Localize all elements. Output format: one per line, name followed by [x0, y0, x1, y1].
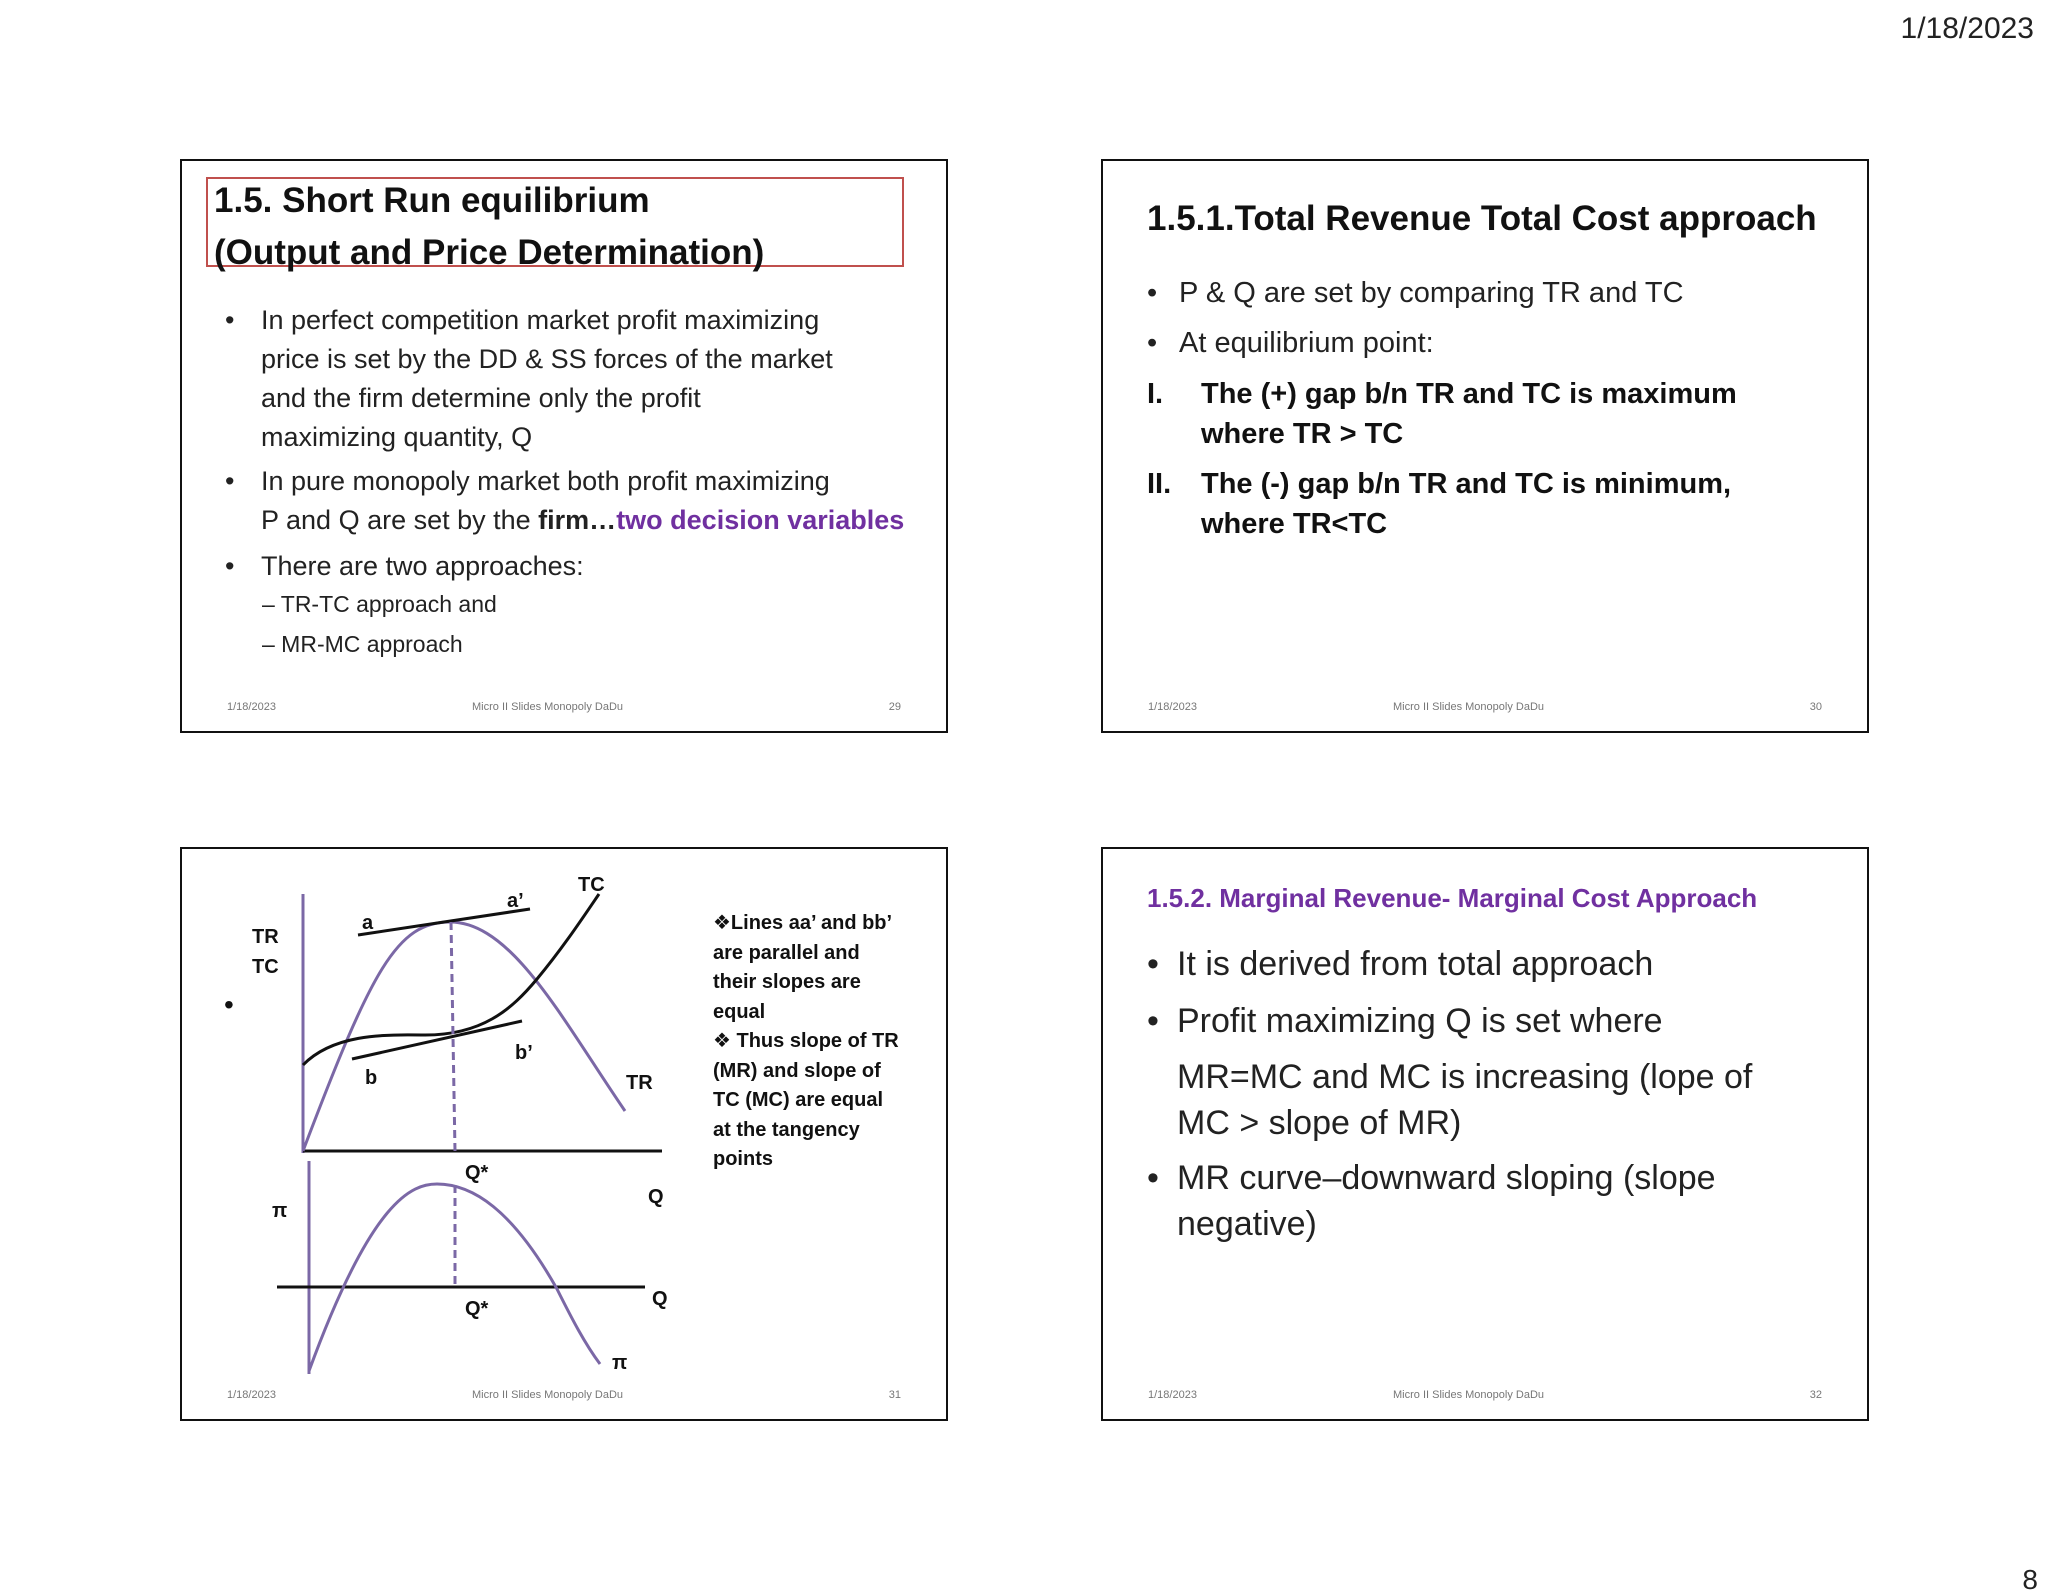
- bullet-icon: •: [1147, 945, 1159, 983]
- bullet-line: Profit maximizing Q is set where: [1177, 1002, 1663, 1040]
- sub-bullet: – MR-MC approach: [262, 631, 463, 657]
- tr-axis-label: TR: [252, 926, 279, 948]
- note-line: (MR) and slope of: [713, 1059, 881, 1082]
- note-line: their slopes are: [713, 971, 861, 993]
- slide-31: [180, 847, 948, 1421]
- slide-footer: [1148, 701, 1822, 715]
- diagram-note: [713, 909, 933, 1175]
- slide-30: [1101, 159, 1869, 733]
- q-label-bottom: Q: [652, 1288, 668, 1310]
- slide-title: 1.5.1.Total Revenue Total Cost approach: [1147, 199, 1817, 238]
- q-label-top: Q: [648, 1186, 664, 1208]
- q-star-label-bottom: Q*: [465, 1298, 489, 1320]
- note-line: equal: [713, 1000, 766, 1023]
- bullet-line: There are two approaches:: [261, 551, 584, 581]
- item-number: I.: [1147, 378, 1164, 410]
- footer-title: Micro II Slides Monopoly DaDu: [1393, 1389, 1545, 1401]
- item-line: where TR > TC: [1201, 418, 1404, 450]
- note-line: at the tangency: [713, 1118, 860, 1141]
- bullet-icon: •: [225, 466, 235, 496]
- slide-footer: [227, 701, 901, 715]
- tangent-line-aa: [358, 909, 530, 935]
- bullet-icon: •: [225, 551, 235, 581]
- bullet-line: It is derived from total approach: [1177, 945, 1654, 983]
- bullet-icon: •: [1147, 1159, 1159, 1197]
- slide-title: [214, 175, 764, 279]
- emphasis-text: firm…: [538, 505, 617, 535]
- note-line: TC (MC) are equal: [713, 1089, 884, 1111]
- bullet-icon: •: [1147, 277, 1158, 309]
- q-star-label-top: Q*: [465, 1162, 489, 1184]
- point-b-prime-label: b’: [515, 1042, 533, 1064]
- item-number: II.: [1147, 468, 1172, 500]
- footer-date: 1/18/2023: [1148, 1389, 1197, 1401]
- item-line: The (+) gap b/n TR and TC is maximum: [1201, 378, 1737, 410]
- footer-slide-number: 32: [1809, 1389, 1822, 1401]
- bullet-icon: •: [225, 305, 235, 335]
- bullet-line: MR=MC and MC is increasing (lope of: [1177, 1058, 1753, 1096]
- note-line: are parallel and: [713, 941, 860, 964]
- tc-curve-label: TC: [578, 874, 605, 896]
- bullet-line: maximizing quantity, Q: [261, 422, 533, 452]
- footer-date: 1/18/2023: [227, 1389, 276, 1401]
- note-line: ❖Lines aa’ and bb’: [713, 912, 893, 934]
- slide-title: 1.5.2. Marginal Revenue- Marginal Cost Approach: [1147, 883, 1758, 913]
- item-line: where TR<TC: [1201, 508, 1388, 540]
- bullet-line: price is set by the DD & SS forces of the market: [261, 344, 833, 374]
- tc-axis-label: TC: [252, 956, 279, 978]
- footer-slide-number: 31: [888, 1389, 901, 1401]
- tr-curve-label: TR: [626, 1072, 653, 1094]
- page-number: 8: [2022, 1564, 2038, 1595]
- footer-title: Micro II Slides Monopoly DaDu: [1393, 701, 1545, 713]
- bullet-icon: •: [1147, 327, 1158, 359]
- page-date: 1/18/2023: [1900, 12, 2034, 45]
- slide-29: [180, 159, 948, 733]
- title-line: (Output and Price Determination): [214, 233, 765, 272]
- footer-date: 1/18/2023: [1148, 701, 1197, 713]
- slide-footer: [227, 1389, 901, 1403]
- title-line: 1.5. Short Run equilibrium: [214, 181, 650, 220]
- pi-axis-label: π: [272, 1200, 288, 1222]
- pi-curve-label: π: [612, 1352, 628, 1374]
- tr-curve: [303, 922, 625, 1151]
- bullet-icon: •: [1147, 1002, 1159, 1040]
- point-a-prime-label: a’: [507, 890, 524, 912]
- footer-date: 1/18/2023: [227, 701, 276, 713]
- footer-slide-number: 29: [888, 701, 901, 713]
- bullet-line: In perfect competition market profit maximizing: [261, 305, 820, 335]
- sub-bullet: – TR-TC approach and: [262, 591, 497, 617]
- bullet-icon: •: [224, 989, 234, 1020]
- point-a-label: a: [362, 912, 374, 934]
- bullet-line: and the firm determine only the profit: [261, 383, 701, 413]
- item-line: The (-) gap b/n TR and TC is minimum,: [1201, 468, 1732, 500]
- bullet-line: At equilibrium point:: [1179, 327, 1434, 359]
- footer-title: Micro II Slides Monopoly DaDu: [472, 1389, 624, 1401]
- bullet-line: negative): [1177, 1205, 1317, 1243]
- note-line: points: [713, 1148, 773, 1170]
- bullet-line: MR curve–downward sloping (slope: [1177, 1159, 1716, 1197]
- bullet-line: MC > slope of MR): [1177, 1104, 1462, 1142]
- bullet-line: P & Q are set by comparing TR and TC: [1179, 277, 1684, 309]
- point-b-label: b: [365, 1067, 378, 1089]
- note-line: ❖ Thus slope of TR: [713, 1030, 899, 1052]
- tangent-line-bb: [352, 1021, 522, 1059]
- footer-title: Micro II Slides Monopoly DaDu: [472, 701, 624, 713]
- bullet-text: P and Q are set by the: [261, 505, 539, 535]
- slide-footer: [1148, 1389, 1822, 1403]
- bullet-line: In pure monopoly market both profit maximizing: [261, 466, 830, 496]
- bullet-line: [261, 501, 904, 540]
- highlight-text: two decision variables: [616, 505, 905, 535]
- footer-slide-number: 30: [1809, 701, 1822, 713]
- slide-32: [1101, 847, 1869, 1421]
